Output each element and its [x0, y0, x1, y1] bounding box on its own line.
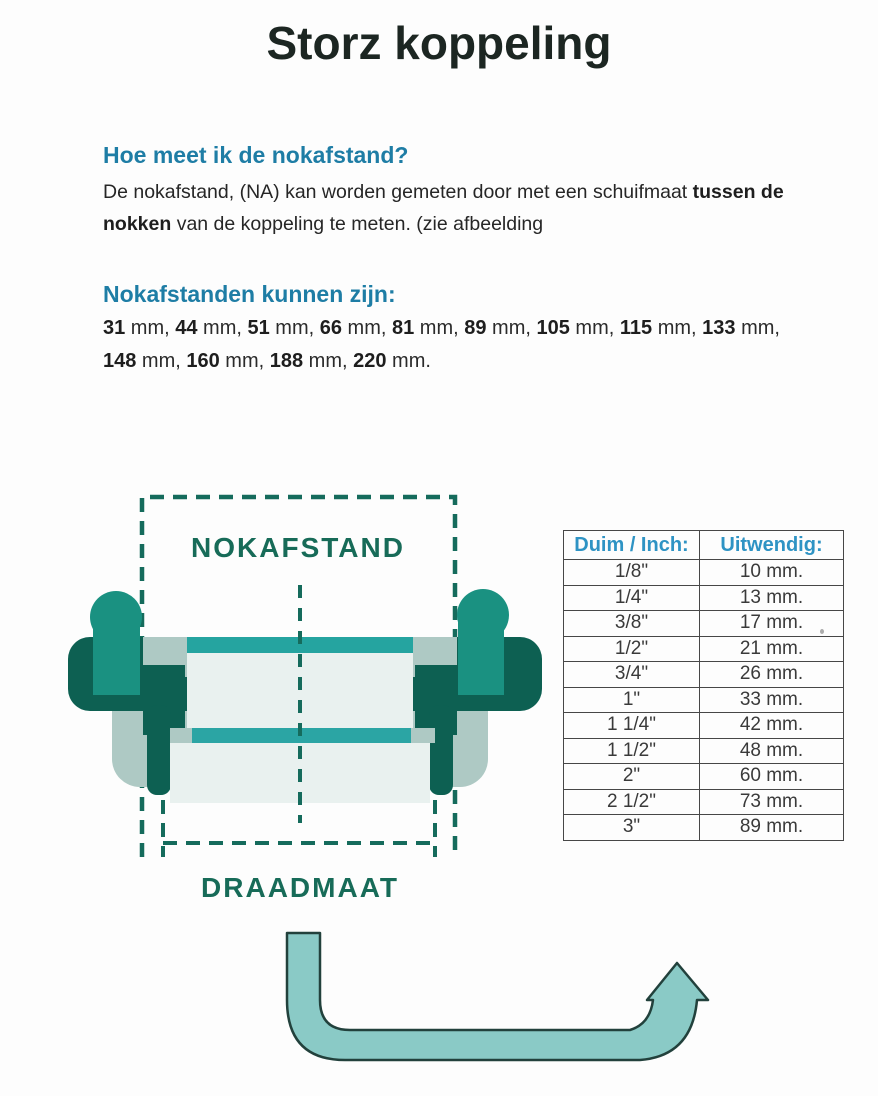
- page-title: Storz koppeling: [266, 17, 612, 69]
- nok-right-stem: [458, 615, 504, 695]
- table-row: [564, 738, 844, 764]
- cell-mm: 73 mm.: [700, 789, 844, 815]
- cell-mm: 89 mm.: [700, 815, 844, 841]
- flow-arrow-icon: [270, 920, 730, 1080]
- conversion-table: [563, 530, 844, 841]
- cell-inch: 2 1/2": [564, 789, 700, 815]
- table-row: [564, 662, 844, 688]
- draadmaat-label: DRAADMAAT: [201, 872, 399, 903]
- nok-left-stem: [93, 615, 140, 695]
- cell-mm: 13 mm.: [700, 585, 844, 611]
- table-row: [564, 815, 844, 841]
- cell-mm: 17 mm.: [700, 611, 844, 637]
- flow-arrow-shape: [287, 933, 708, 1060]
- cell-inch: 1/4": [564, 585, 700, 611]
- sizes-paragraph: 31 mm, 44 mm, 51 mm, 66 mm, 81 mm, 89 mm, 105 mm, 115 mm, 133 mm, 148 mm, 160 mm, 188 mm, 220 mm.: [103, 317, 780, 372]
- cell-inch: 1 1/4": [564, 713, 700, 739]
- table-row: [564, 687, 844, 713]
- column-header-mm: Uitwendig:: [700, 531, 844, 560]
- table-row: [564, 611, 844, 637]
- section-heading-sizes: Nokafstanden kunnen zijn:: [103, 281, 396, 307]
- table-row: [564, 585, 844, 611]
- column-header-inch: Duim / Inch:: [564, 531, 700, 560]
- table-row: [564, 713, 844, 739]
- coupling-diagram: [40, 475, 560, 920]
- cell-inch: 1/8": [564, 560, 700, 586]
- cell-inch: 2": [564, 764, 700, 790]
- cell-mm: 48 mm.: [700, 738, 844, 764]
- cell-inch: 1": [564, 687, 700, 713]
- scan-artifact-dot: [820, 629, 824, 634]
- cell-mm: 42 mm.: [700, 713, 844, 739]
- cell-inch: 1 1/2": [564, 738, 700, 764]
- table-row: [564, 560, 844, 586]
- cell-inch: 1/2": [564, 636, 700, 662]
- section-heading-measure: Hoe meet ik de nokafstand?: [103, 142, 409, 168]
- collar-foot-left: [147, 705, 171, 795]
- cell-mm: 21 mm.: [700, 636, 844, 662]
- seal-gray-right: [411, 728, 435, 743]
- cell-mm: 26 mm.: [700, 662, 844, 688]
- table-row: [564, 789, 844, 815]
- collar-foot-right: [429, 705, 453, 795]
- cell-inch: 3/4": [564, 662, 700, 688]
- cell-mm: 60 mm.: [700, 764, 844, 790]
- cell-inch: 3/8": [564, 611, 700, 637]
- cell-inch: 3": [564, 815, 700, 841]
- seal-gray-left: [170, 728, 192, 743]
- draadmaat-dashed-bracket: [163, 800, 435, 857]
- nokafstand-label: NOKAFSTAND: [191, 532, 405, 563]
- measure-paragraph: De nokafstand, (NA) kan worden gemeten door met een schuifmaat tussen de nokken van de koppeling te meten. (zie afbeelding: [103, 181, 784, 235]
- table-row: [564, 636, 844, 662]
- cell-mm: 33 mm.: [700, 687, 844, 713]
- table-row: [564, 764, 844, 790]
- cell-mm: 10 mm.: [700, 560, 844, 586]
- table-header-row: [564, 531, 844, 560]
